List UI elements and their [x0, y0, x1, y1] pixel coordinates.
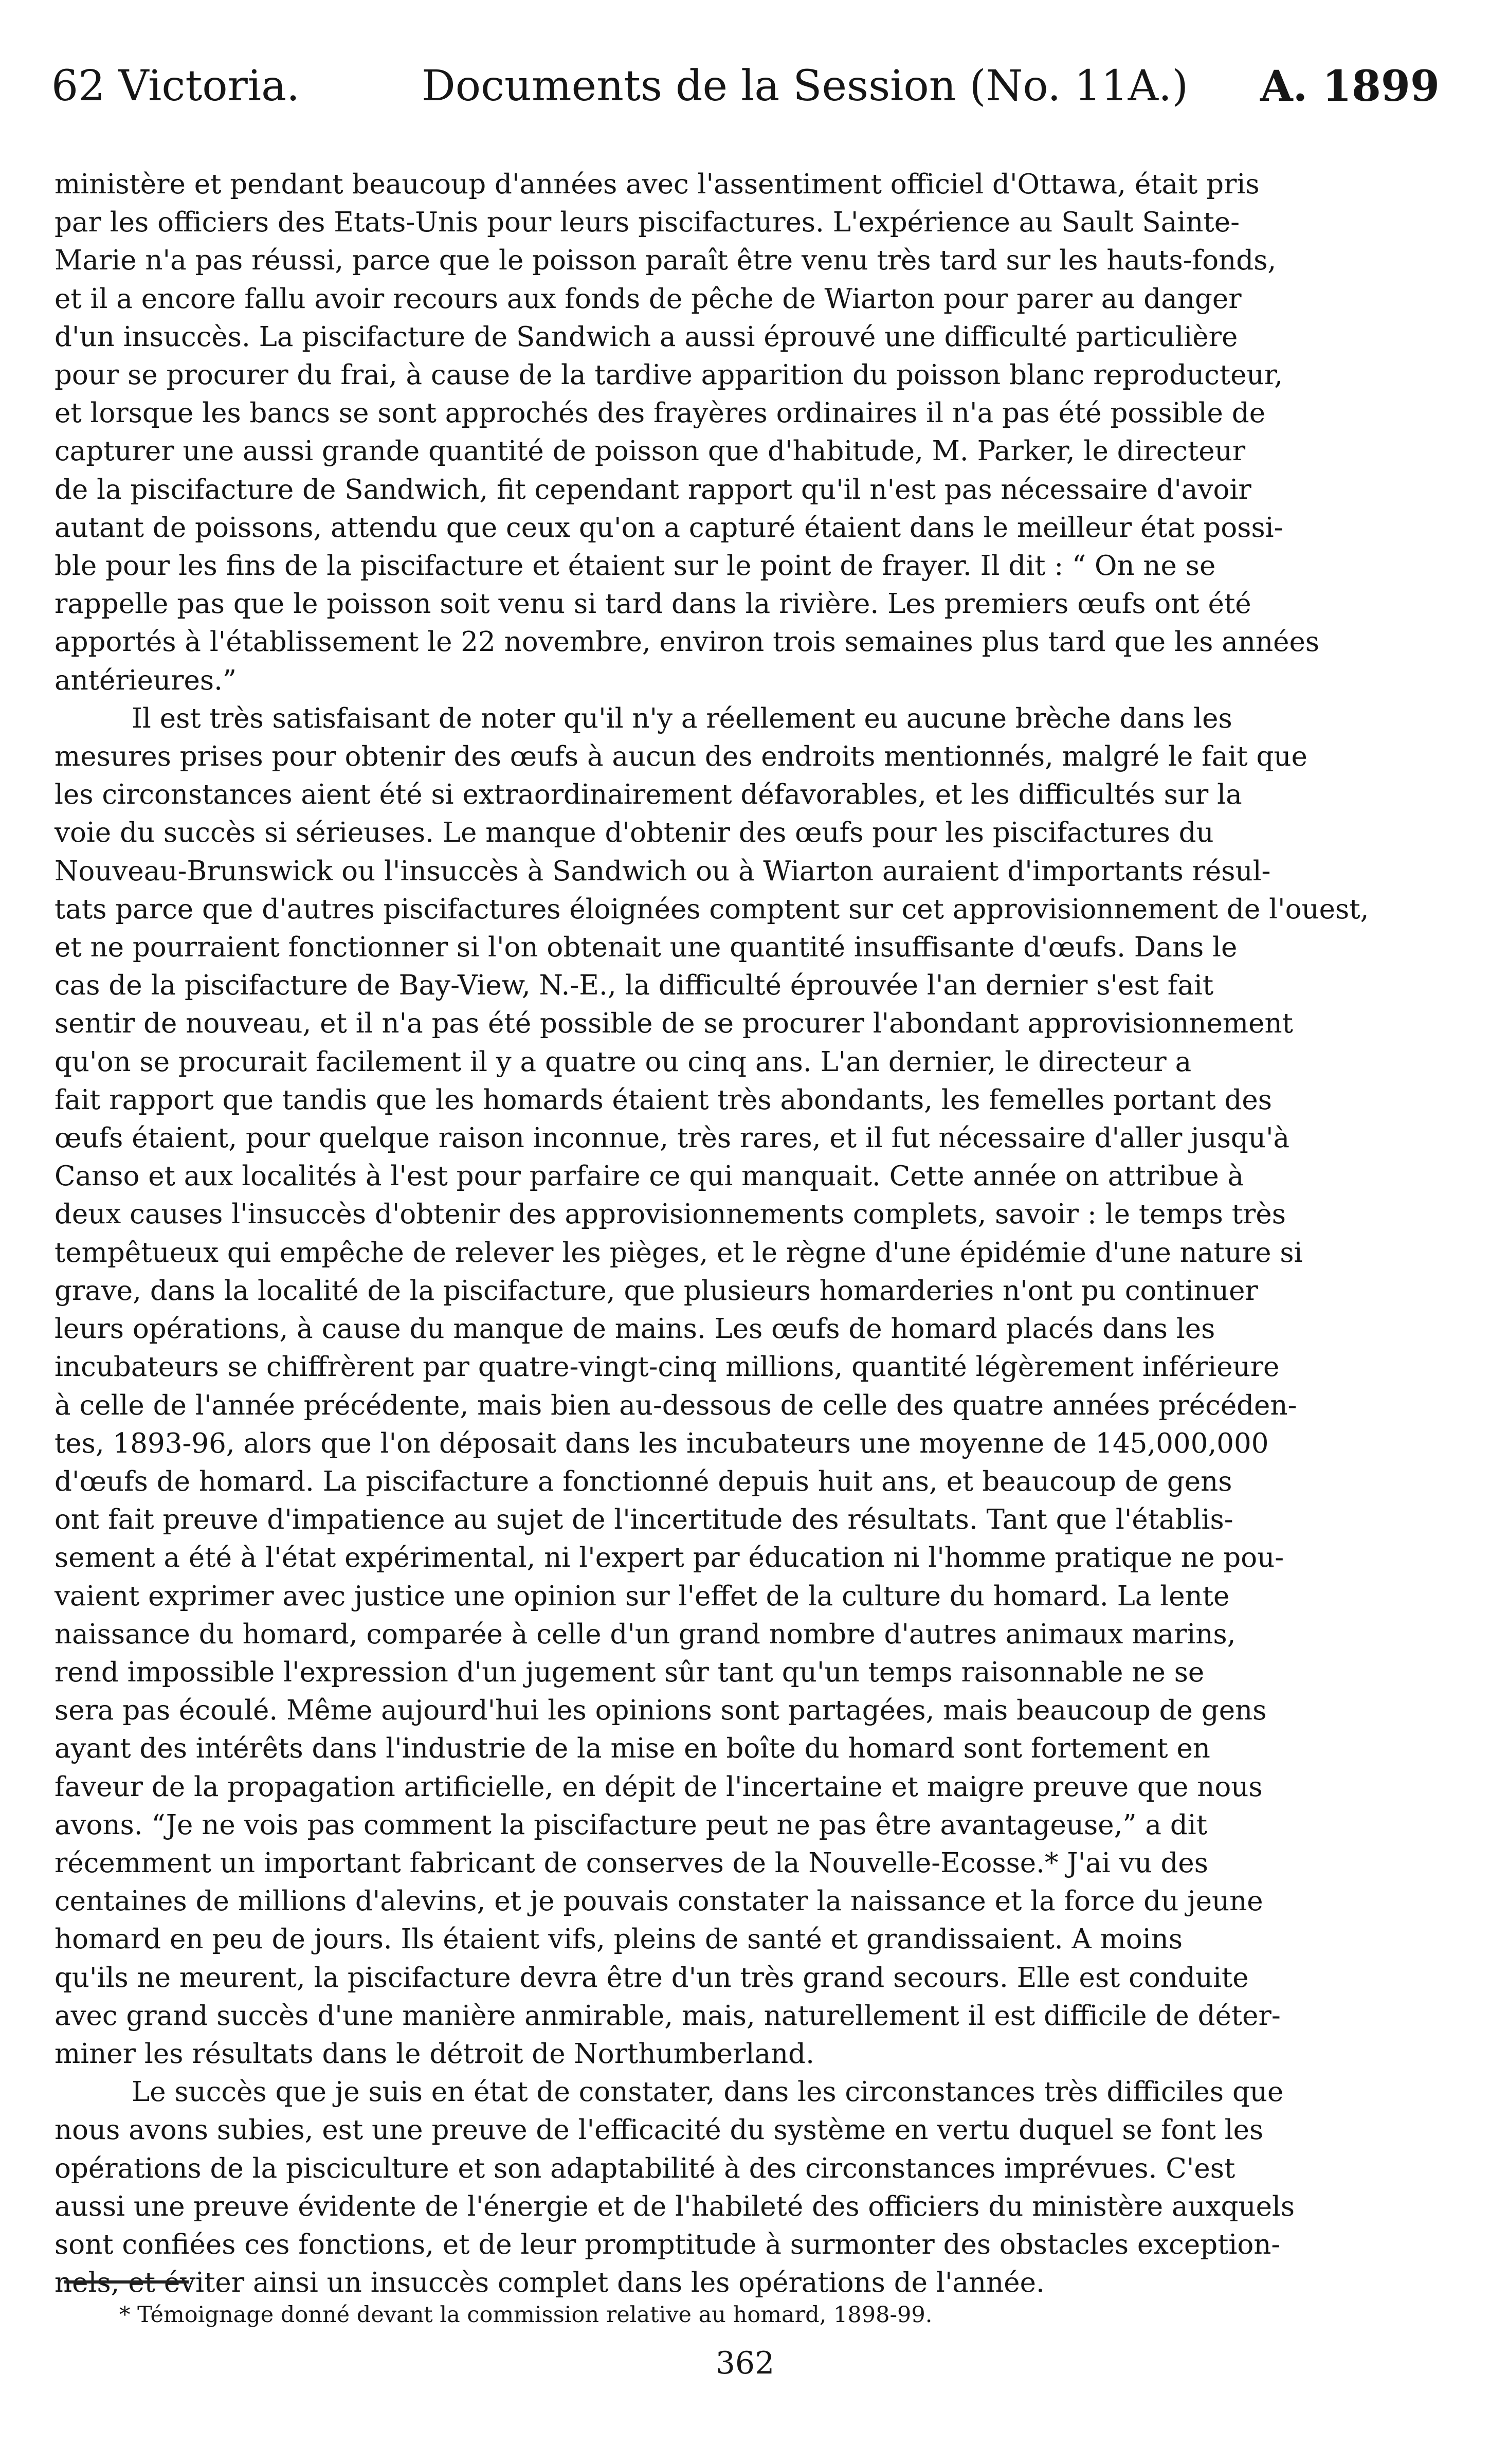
paragraph-continuation: ministère et pendant beaucoup d'années avec l'assentiment officiel d'Ottawa, était pris par les officiers des Etats-Unis pour leurs piscifactures. L'expérience au Sault Sainte- Marie n'a pas réussi, parce que le poisson paraît être venu très tard sur les hauts-fonds, et il a encore fallu avoir recours aux fonds de pêche de Wiarton pour parer au danger d'un insuccès. La piscifacture de Sandwich a aussi éprouvé une difficulté particulière pour se procurer du frai, à cause de la tardive apparition du poisson blanc reproducteur, et lorsque les bancs se sont approchés des frayères ordinaires il n'a pas été possible de capturer une aussi grande quantité de poisson que d'habitude, M. Parker, le directeur de la piscifacture de Sandwich, fit cependant rapport qu'il n'est pas nécessaire d'avoir autant de poissons, attendu que ceux qu'on a capturé étaient dans le meilleur état possi- ble pour les fins de la piscifacture et étaient sur le point de frayer. Il dit : “ On ne se rappelle pas que le poisson soit venu si tard dans la rivière. Les premiers œufs ont été apportés à l'établissement le 22 novembre, environ trois semaines plus tard que les années antérieures.”: [54, 169, 1320, 696]
running-header: [51, 61, 1440, 122]
page-number: 362: [715, 2345, 775, 2381]
body-text: [54, 166, 1434, 2302]
paragraph-conclusion: Le succès que je suis en état de constater, dans les circonstances très difficiles que nous avons subies, est une preuve de l'efficacité du système en vertu duquel se font les opérations de la pisciculture et son adaptabilité à des circonstances imprévues. C'est aussi une preuve évidente de l'énergie et de l'habileté des officiers du ministère auxquels sont confiées ces fonctions, et de leur promptitude à surmonter des obstacles exception- nels, et éviter ainsi un insuccès complet dans les opérations de l'année.: [54, 2076, 1295, 2299]
header-year: A. 1899: [1260, 62, 1440, 111]
header-regnal-year: 62 Victoria.: [51, 62, 300, 111]
header-title: Documents de la Session (No. 11A.): [422, 62, 1189, 111]
paragraph-egg-collection: Il est très satisfaisant de noter qu'il n'y a réellement eu aucune brèche dans les mesures prises pour obtenir des œufs à aucun des endroits mentionnés, malgré le fait que les circonstances aient été si extraordinairement défavorables, et les difficultés sur la voie du succès si sérieuses. Le manque d'obtenir des œufs pour les piscifactures du Nouveau-Brunswick ou l'insuccès à Sandwich ou à Wiarton auraient d'importants résul- tats parce que d'autres piscifactures éloignées comptent sur cet approvisionnement de l'ouest, et ne pourraient fonctionner si l'on obtenait une quantité insuffisante d'œufs. Dans le cas de la piscifacture de Bay-View, N.-E., la difficulté éprouvée l'an dernier s'est fait sentir de nouveau, et il n'a pas été possible de se procurer l'abondant approvisionnement qu'on se procurait facilement il y a quatre ou cinq ans. L'an dernier, le directeur a fait rapport que tandis que les homards étaient très abondants, les femelles portant des œufs étaient, pour quelque raison inconnue, très rares, et il fut nécessaire d'aller jusqu'à Canso et aux localités à l'est pour parfaire ce qui manquait. Cette année on attribue à deux causes l'insuccès d'obtenir des approvisionnements complets, savoir : le temps très tempêtueux qui empêche de relever les pièges, et le règne d'une épidémie d'une nature si grave, dans la localité de la piscifacture, que plusieurs homarderies n'ont pu continuer leurs opérations, à cause du manque de mains. Les œufs de homard placés dans les incubateurs se chiffrèrent par quatre-vingt-cinq millions, quantité légèrement inférieure à celle de l'année précédente, mais bien au-dessous de celle des quatre années précéden- tes, 1893-96, alors que l'on déposait dans les incubateurs une moyenne de 145,000,000 d'œufs de homard. La piscifacture a fonctionné depuis huit ans, et beaucoup de gens ont fait preuve d'impatience au sujet de l'incertitude des résultats. Tant que l'établis- sement a été à l'état expérimental, ni l'expert par éducation ni l'homme pratique ne pou- vaient exprimer avec justice une opinion sur l'effet de la culture du homard. La lente naissance du homard, comparée à celle d'un grand nombre d'autres animaux marins, rend impossible l'expression d'un jugement sûr tant qu'un temps raisonnable ne se sera pas écoulé. Même aujourd'hui les opinions sont partagées, mais beaucoup de gens ayant des intérêts dans l'industrie de la mise en boîte du homard sont fortement en faveur de la propagation artificielle, en dépit de l'incertaine et maigre preuve que nous avons. “Je ne vois pas comment la piscifacture peut ne pas être avantageuse,” a dit récemment un important fabricant de conserves de la Nouvelle-Ecosse.* J'ai vu des centaines de millions d'alevins, et je pouvais constater la naissance et la force du jeune homard en peu de jours. Ils étaient vifs, pleins de santé et grandissaient. A moins qu'ils ne meurent, la piscifacture devra être d'un très grand secours. Elle est conduite avec grand succès d'une manière anmirable, mais, naturellement il est difficile de déter- miner les résultats dans le détroit de Northumberland.: [54, 702, 1369, 2070]
footnote-rule: [64, 2280, 189, 2284]
footnote: * Témoignage donné devant la commission relative au homard, 1898-99.: [119, 2302, 933, 2328]
